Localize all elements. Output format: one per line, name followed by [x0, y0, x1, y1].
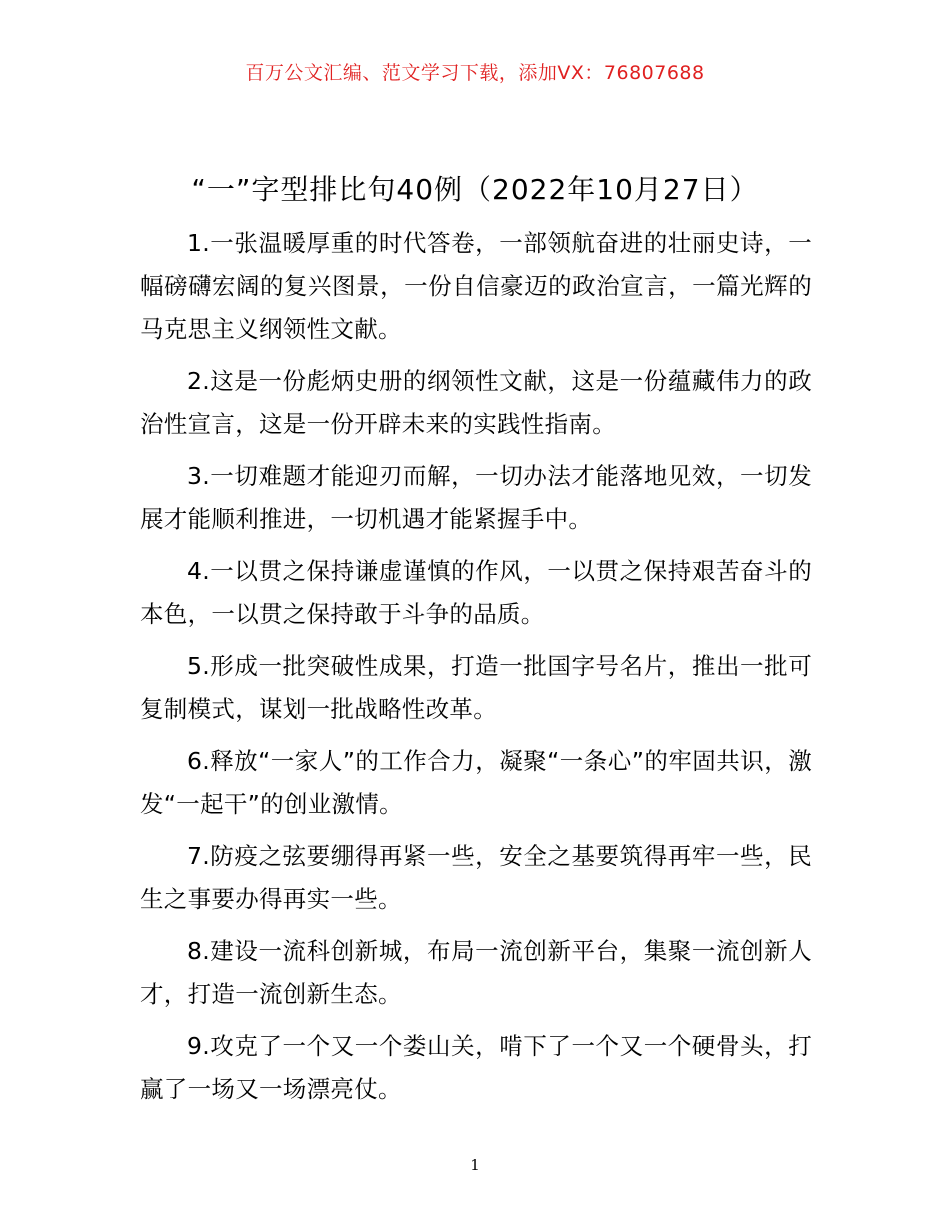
header-banner: 百万公文汇编、范文学习下载，添加VX：76807688	[245, 62, 705, 84]
paragraph: 5.形成一批突破性成果，打造一批国字号名片，推出一批可复制模式，谋划一批战略性改革。	[140, 652, 812, 723]
paragraph: 3.一切难题才能迎刃而解，一切办法才能落地见效，一切发展才能顺利推进，一切机遇才能紧握手中。	[140, 462, 812, 533]
paragraph: 1.一张温暖厚重的时代答卷，一部领航奋进的壮丽史诗，一幅磅礴宏阔的复兴图景，一份自信豪迈的政治宣言，一篇光辉的马克思主义纲领性文献。	[140, 229, 812, 343]
paragraph: 9.攻克了一个又一个娄山关，啃下了一个又一个硬骨头，打赢了一场又一场漂亮仗。	[140, 1032, 812, 1103]
page-number: 1	[470, 1156, 480, 1174]
paragraph: 4.一以贯之保持谦虚谨慎的作风，一以贯之保持艰苦奋斗的本色，一以贯之保持敢于斗争的品质。	[140, 557, 812, 628]
paragraph: 6.释放“一家人”的工作合力，凝聚“一条心”的牢固共识，激发“一起干”的创业激情。	[140, 747, 812, 818]
document-title: “一”字型排比句40例（2022年10月27日）	[191, 173, 759, 206]
document-body	[140, 222, 812, 1120]
paragraph: 7.防疫之弦要绷得再紧一些，安全之基要筑得再牢一些，民生之事要办得再实一些。	[140, 842, 812, 913]
paragraph: 2.这是一份彪炳史册的纲领性文献，这是一份蕴藏伟力的政治性宣言，这是一份开辟未来的实践性指南。	[140, 367, 812, 438]
paragraph: 8.建设一流科创新城，布局一流创新平台，集聚一流创新人才，打造一流创新生态。	[140, 937, 812, 1008]
